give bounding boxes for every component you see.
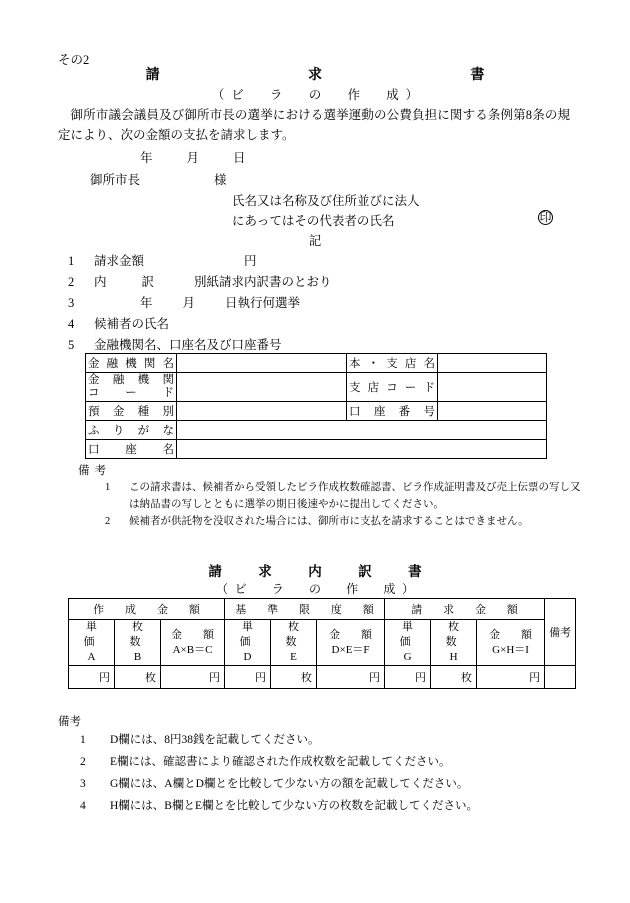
note-text: 候補者が供託物を没収された場合には、御所市に支払を請求することはできません。 [129,516,529,527]
remarks-heading-2: 備考 [58,716,81,728]
remarks-note [80,754,570,771]
account-type-value[interactable] [177,402,347,421]
breakdown-subtitle [0,580,630,597]
list-item-bank-info [68,335,282,353]
item-number: 3 [68,296,75,310]
column-header-code: G [403,651,412,663]
cell-sheets-b[interactable]: 枚 [115,666,161,689]
item-number: 5 [68,338,75,352]
column-header-name: 枚 数 [129,621,164,648]
page-subtitle-text: （ビ ラ の 作 成） [211,88,425,102]
cell-sheets-e[interactable]: 枚 [271,666,317,689]
breakdown-title-text: 請 求 内 訳 書 [208,564,434,579]
furigana-label: ふりがな [86,421,177,440]
column-header-remarks: 備考 [545,599,576,666]
table-row [86,354,547,373]
column-header-code: A [87,651,96,663]
bank-code-label [86,373,177,402]
note-text: G欄には、A欄とD欄とを比較して少ない方の額を記載してください。 [110,778,469,790]
bank-code-label-line2: コード [88,387,174,399]
cell-amount-c[interactable]: 円 [161,666,225,689]
furigana-value[interactable] [177,421,547,440]
election-year-label: 年 [140,296,153,310]
list-item-election-date [68,293,300,311]
remarks-note [80,732,570,749]
item-label: 金融機関名、口座名及び口座番号 [94,338,282,352]
column-header-name: 単 価 [239,621,274,648]
item-value: 円 [244,254,257,268]
group-header-claim-amount [385,599,545,620]
column-header-code: D×E＝F [331,643,370,656]
note-number: 2 [105,516,111,527]
remarks-note [80,798,570,815]
column-header-code: D [243,651,252,663]
column-header-sheets-h [431,620,480,666]
date-month-label: 月 [186,151,200,165]
item-label: 請求金額 [94,254,145,268]
branch-code-value[interactable] [438,373,547,402]
bank-code-value[interactable] [177,373,347,402]
list-item-breakdown [68,272,332,290]
remarks-note [105,479,585,513]
column-header-code: G×H＝I [492,643,529,656]
column-header-code: H [449,651,458,663]
branch-code-label: 支店コード [347,373,438,402]
column-header-name: 枚 数 [445,621,480,648]
seal-icon: 印 [539,210,552,224]
addressee-name: 御所市長 [90,173,141,187]
remarks-note [80,776,570,793]
page-subtitle [0,85,630,103]
column-header-unit-price-a [69,620,118,666]
account-holder-label: 口座名 [86,440,177,459]
bank-account-table [85,353,547,459]
note-text: E欄には、確認書により確認された作成枚数を記載してください。 [110,756,451,768]
bank-name-value[interactable] [177,354,347,373]
cell-unit-price-a[interactable]: 円 [69,666,115,689]
remarks-note [105,513,585,530]
claimant-label-line2: にあってはその代表者の氏名 [232,214,395,228]
group-header-standard-limit [225,599,385,620]
item-number: 1 [68,254,75,268]
date-line [140,148,246,166]
breakdown-table [68,598,576,689]
column-header-sheets-b [115,620,164,666]
table-row-group-header [69,599,576,620]
bank-name-label: 金融機関名 [86,354,177,373]
addressee-line [90,170,227,188]
table-row [86,373,547,402]
note-number: 2 [80,756,86,768]
column-header-amount-c [161,620,225,666]
group-header-creation-amount [69,599,225,620]
bank-code-label-line1: 金融機関 [88,374,174,386]
column-header-sheets-e [271,620,320,666]
list-item-claim-amount [68,251,257,269]
election-day-label: 日執行何選挙 [225,296,301,310]
cell-unit-price-d[interactable]: 円 [225,666,271,689]
cell-amount-f[interactable]: 円 [317,666,385,689]
cell-remarks[interactable] [545,666,576,689]
column-header-name: 金 額 [171,628,219,641]
column-header-name: 金 額 [329,628,377,641]
table-row [86,421,547,440]
column-header-code: A×B＝C [172,643,213,656]
breakdown-subtitle-text: （ビ ラ の 作 成） [215,582,421,596]
item-label: 内 訳 [94,275,166,289]
breakdown-title [0,560,630,580]
date-day-label: 日 [233,151,246,165]
column-header-amount-i [477,620,545,666]
page-title-text: 請 求 書 [145,68,511,83]
item-value: 別紙請求内訳書のとおり [194,275,332,289]
cell-sheets-h[interactable]: 枚 [431,666,477,689]
note-number: 3 [80,778,86,790]
column-header-code: E [290,651,297,663]
column-header-amount-f [317,620,385,666]
note-text: H欄には、B欄とE欄とを比較して少ない方の枚数を記載してください。 [110,800,478,812]
column-header-name: 単 価 [399,621,434,648]
note-text: この請求書は、候補者から受領したビラ作成枚数確認書、ビラ作成証明書及び売上伝票の写し又は納品書の写しとともに選挙の期日後速やかに提出してください。 [129,482,581,510]
column-header-unit-price-d [225,620,274,666]
note-text: D欄には、8円38銭を記載してください。 [110,734,320,746]
date-year-label: 年 [140,151,153,165]
cell-amount-i[interactable]: 円 [477,666,545,689]
account-type-label: 預金種別 [86,402,177,421]
table-row-entry [69,666,576,689]
table-row [86,440,547,459]
item-number: 4 [68,317,75,331]
branch-name-label: 本・支店名 [347,354,438,373]
addressee-honorific: 様 [214,173,227,187]
column-header-code: B [133,651,142,663]
ki-mark: 記 [308,234,322,248]
election-month-label: 月 [182,296,196,310]
group-header-text: 作 成 金 額 [93,604,205,616]
document-number: その2 [58,53,90,67]
claimant-label-line1: 氏名又は名称及び住所並びに法人 [232,194,420,208]
account-holder-value[interactable] [177,440,547,459]
note-number: 4 [80,800,86,812]
account-number-label: 口座番号 [347,402,438,421]
intro-paragraph: 御所市議会議員及び御所市長の選挙における選挙運動の公費負担に関する条例第8条の規定により、次の金額の支払を請求します。 [58,108,570,142]
list-item-candidate-name [68,314,169,332]
page-title [0,64,630,84]
column-header-name: 単 価 [83,621,118,648]
column-header-name: 枚 数 [285,621,320,648]
item-number: 2 [68,275,75,289]
remarks-heading-1: 備考 [78,465,112,477]
group-header-text: 基 準 限 度 額 [235,604,379,616]
cell-unit-price-g[interactable]: 円 [385,666,431,689]
table-row [86,402,547,421]
table-row-column-header [69,620,576,666]
column-header-name: 金 額 [489,628,537,641]
note-number: 1 [80,734,86,746]
group-header-text: 請 求 金 額 [411,604,523,616]
account-number-value[interactable] [438,402,547,421]
item-label: 候補者の氏名 [94,317,170,331]
branch-name-value[interactable] [438,354,547,373]
note-number: 1 [105,482,111,493]
column-header-unit-price-g [385,620,434,666]
